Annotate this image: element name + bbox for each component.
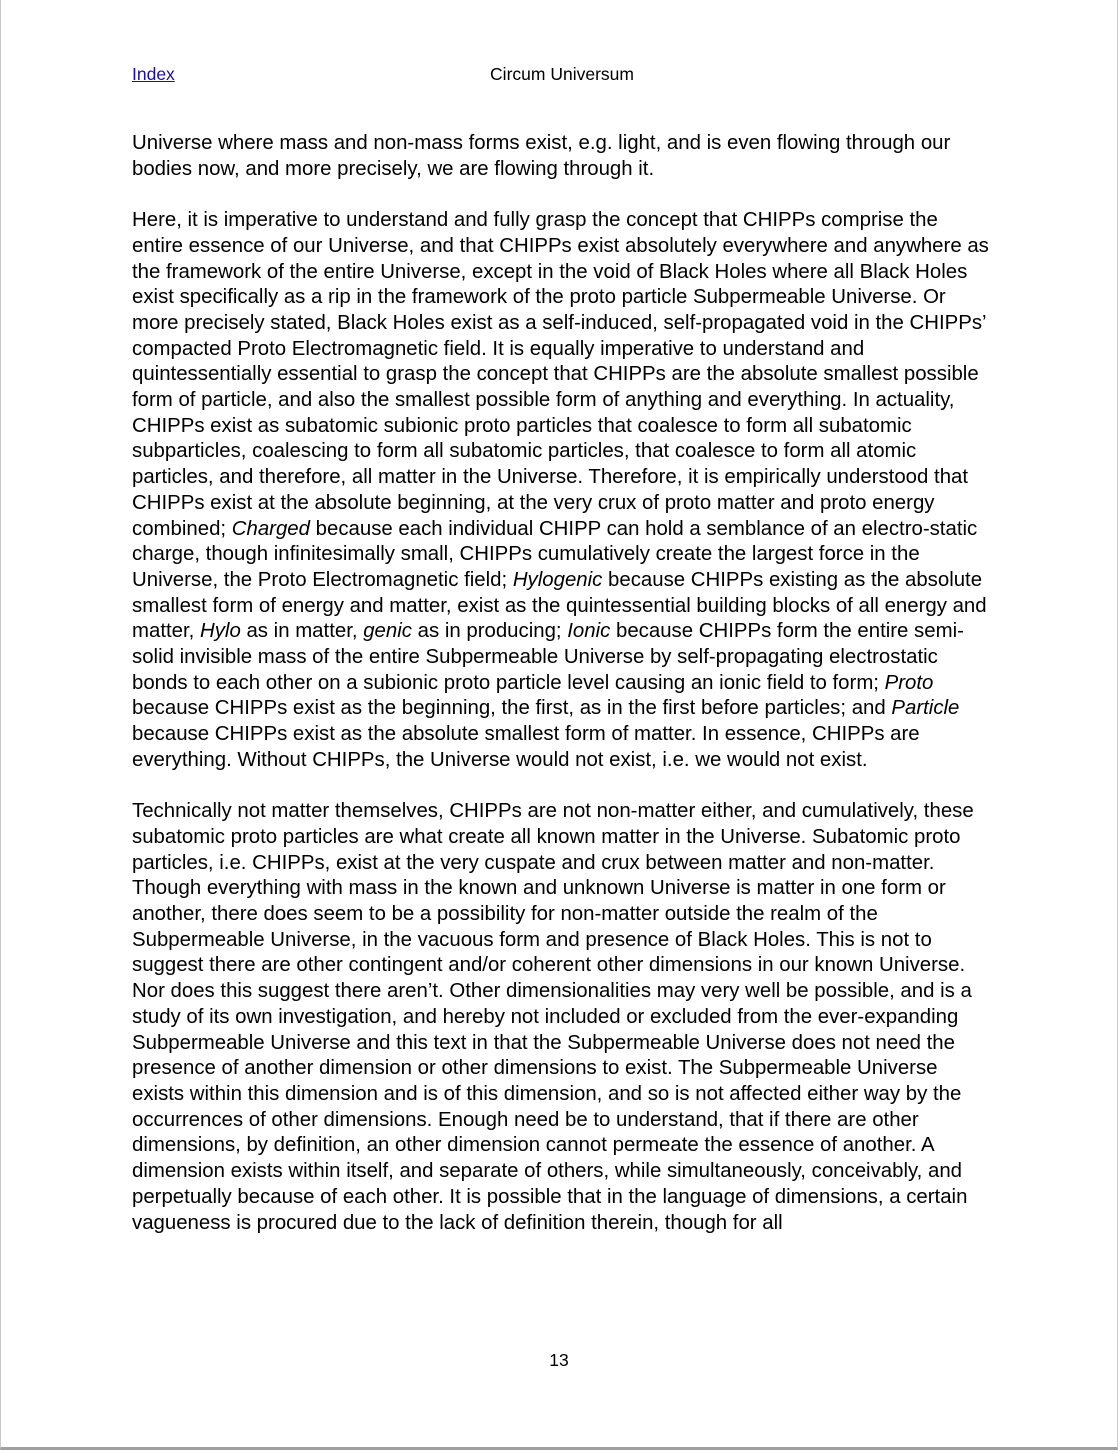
- document-title: Circum Universum: [490, 64, 634, 84]
- paragraph: [132, 799, 994, 1236]
- text-run: because CHIPPs existing as the absolute smallest form of energy and matter, exist as the quintessential building blocks of all energy and matter,: [132, 568, 987, 643]
- italic-term: Hylo: [200, 620, 241, 643]
- italic-term: Proto: [884, 671, 934, 694]
- italic-term: Hylogenic: [512, 568, 603, 591]
- text-run: as in matter,: [240, 620, 364, 643]
- index-link[interactable]: Index: [132, 64, 175, 84]
- italic-term: Ionic: [567, 620, 611, 643]
- text-run: Technically not matter themselves, CHIPPs are not non-matter either, and cumulatively, these subatomic proto particles are what create all known matter in the Universe. Subatomic proto particles, i.e. CHIPPs, exist at the very cuspate and crux between matter and non-matter. Though everything with mass in the known and unknown Universe is matter in one form or another, there does seem to be a possibility for non-matter outside the realm of the Subpermeable Universe, in the vacuous form and presence of Black Holes. This is not to suggest there are other contingent and/or coherent other dimensions in our known Universe. Nor does this suggest there aren’t. Other dimensionalities may very well be possible, and is a study of its own investigation, and hereby not included or excluded from the ever-expanding Subpermeable Universe and this text in that the Subpermeable Universe does not need the presence of another dimension or other dimensions to exist. The Subpermeable Universe exists within this dimension and is of this dimension, and so is not affected either way by the occurrences of other dimensions. Enough need be to understand, that if there are other dimensions, by definition, an other dimension cannot permeate the essence of another. A dimension exists within itself, and separate of others, while simultaneously, conceivably, and perpetually because of each other. It is possible that in the language of dimensions, a certain vagueness is procured due to the lack of definition therein, though for all: [132, 800, 974, 1234]
- text-run: because CHIPPs form the entire semi-solid invisible mass of the entire Subpermeable Universe by self-propagating electrostatic bonds to each other on a subionic proto particle level causing an ionic field to form;: [132, 620, 964, 694]
- text-run: Universe where mass and non-mass forms exist, e.g. light, and is even flowing through our bodies now, and more precisely, we are flowing through it.: [132, 132, 951, 180]
- text-run: because each individual CHIPP can hold a semblance of an electro-static charge, though infinitesimally small, CHIPPs cumulatively create the largest force in the Universe, the Proto Electromagnetic field;: [132, 517, 978, 591]
- text-run: Here, it is imperative to understand and fully grasp the concept that CHIPPs comprise the entire essence of our Universe, and that CHIPPs exist absolutely everywhere and anywhere as the framework of the entire Universe, except in the void of Black Holes where all Black Holes exist specifically as a rip in the framework of the proto particle Subpermeable Universe. Or more precisely stated, Black Holes exist as a self-induced, self-propagated void in the CHIPPs’ compacted Proto Electromagnetic field. It is equally imperative to understand and quintessentially essential to grasp the concept that CHIPPs are the absolute smallest possible form of particle, and also the smallest possible form of anything and everything. In actuality, CHIPPs exist as subatomic subionic proto particles that coalesce to form all subatomic subparticles, coalescing to form all subatomic particles, that coalesce to form all atomic particles, and therefore, all matter in the Universe. Therefore, it is empirically understood that CHIPPs exist at the absolute beginning, at the very crux of proto matter and proto energy combined;: [132, 209, 989, 540]
- text-run: because CHIPPs exist as the beginning, the first, as in the first before particles; and: [132, 697, 892, 720]
- paragraph: [132, 131, 994, 182]
- page-header: [132, 64, 992, 90]
- text-run: as in producing;: [411, 620, 568, 643]
- page-number: 13: [549, 1350, 569, 1370]
- text-run: because CHIPPs exist as the absolute smallest form of matter. In essence, CHIPPs are everything. Without CHIPPs, the Universe would not exist, i.e. we would not exist.: [132, 723, 920, 771]
- italic-term: Particle: [891, 697, 960, 720]
- paragraph: [132, 208, 994, 773]
- body-text: [132, 131, 994, 1262]
- italic-term: Charged: [231, 517, 310, 540]
- italic-term: genic: [363, 620, 412, 643]
